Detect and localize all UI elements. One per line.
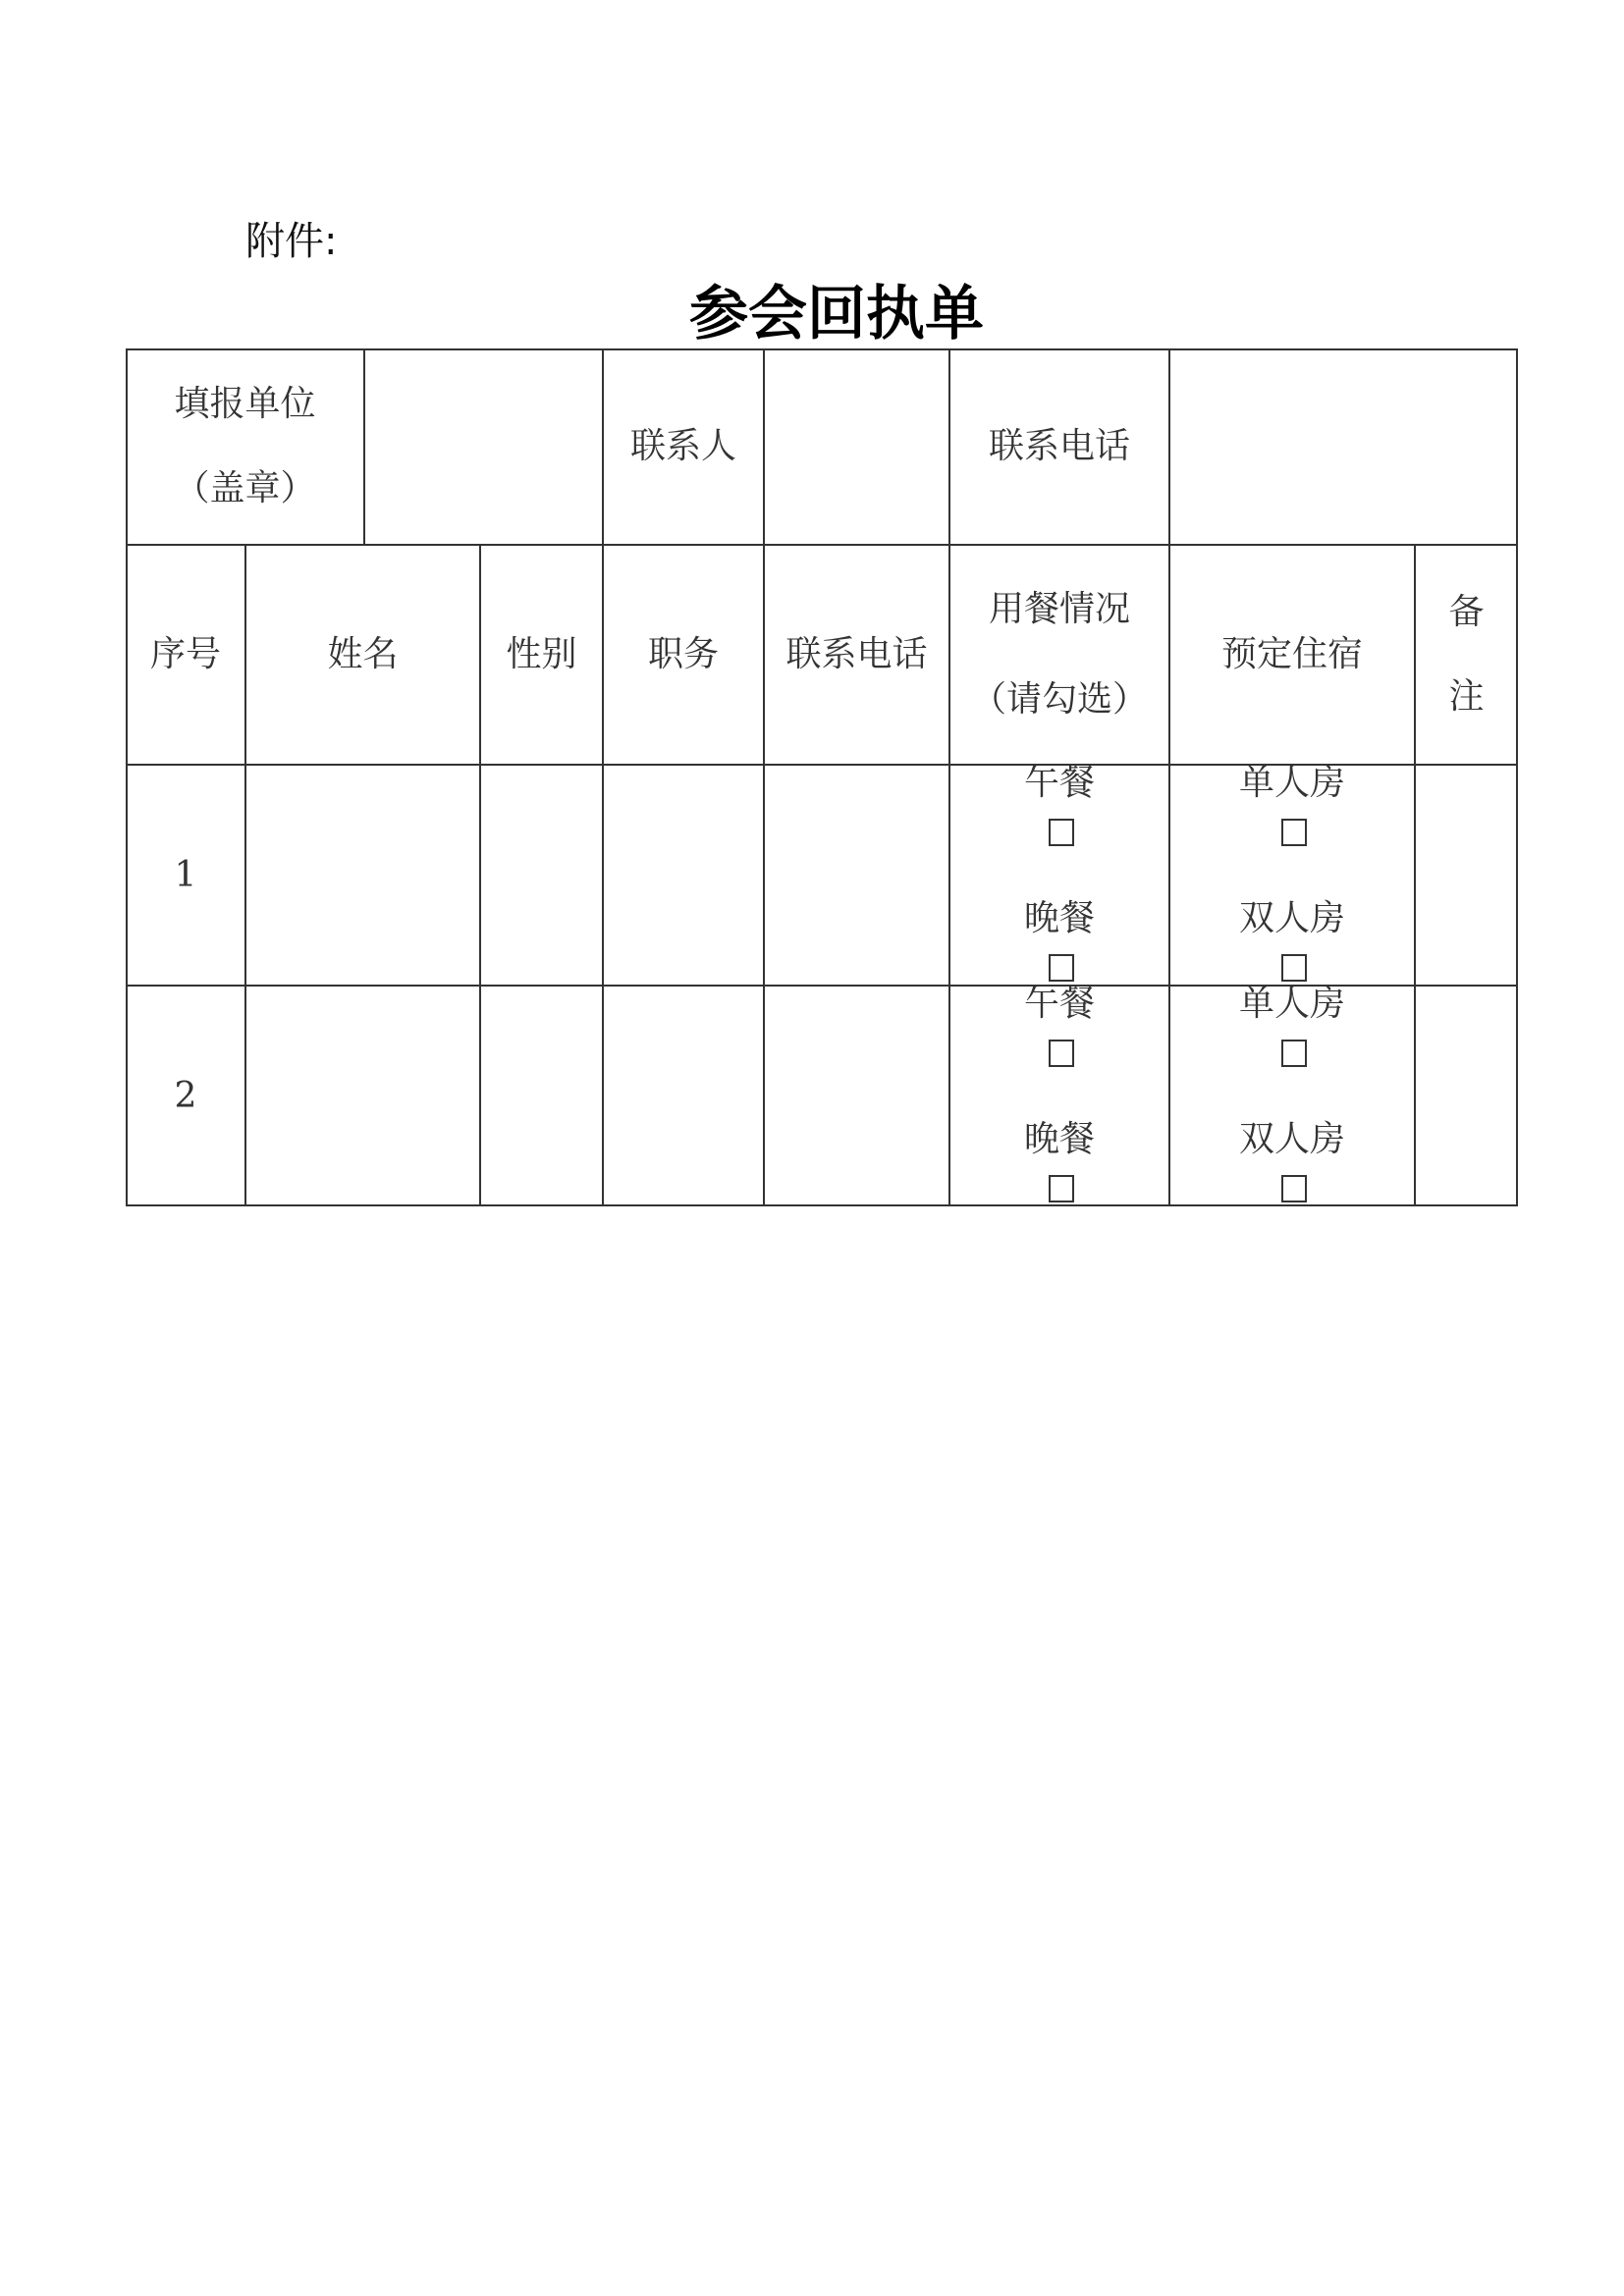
column-header-seq [126,545,245,765]
table-row-1-position[interactable] [603,765,764,986]
single-room-label: 单人房 [1238,762,1345,803]
contact-input-cell[interactable] [764,348,949,545]
double-room-option[interactable] [1239,894,1345,992]
table-row-2-position[interactable] [603,986,764,1206]
single-room-option[interactable] [1239,980,1345,1078]
table-row-1-meal [949,762,1169,986]
column-header-meal [949,545,1169,765]
table-row-1-phone[interactable] [764,765,949,986]
table-row-2-remarks[interactable] [1415,986,1518,1206]
dinner-option[interactable] [1024,1115,1095,1213]
checkbox-empty-icon[interactable] [1281,819,1307,846]
contact-label-cell [603,348,764,545]
dinner-option-label: 晚餐 [1023,1118,1095,1159]
phone-label-cell [949,348,1169,545]
table-row-1-seq [126,765,245,986]
checkbox-empty-icon[interactable] [1049,954,1074,982]
column-header-gender [480,545,603,765]
table-row-1-name[interactable] [245,765,480,986]
lunch-option-label: 午餐 [1023,762,1095,803]
column-header-gender-label: 性别 [506,634,577,674]
lunch-option-label: 午餐 [1023,983,1095,1024]
double-room-label: 双人房 [1238,897,1345,938]
stamp-label: （盖章） [174,468,316,508]
column-header-remarks-char1: 备 [1448,592,1485,632]
table-row-1-lodging [1169,762,1415,986]
single-room-option[interactable] [1239,759,1345,857]
unit-input-cell[interactable] [364,348,603,545]
lunch-option[interactable] [1024,980,1095,1078]
column-header-meal-hint: （请勾选） [970,679,1148,720]
column-header-seq-label: 序号 [149,634,221,674]
lunch-option[interactable] [1024,759,1095,857]
column-header-phone-label: 联系电话 [785,634,928,674]
table-row-2-lodging [1169,983,1415,1206]
table-row-1-gender[interactable] [480,765,603,986]
checkbox-empty-icon[interactable] [1049,819,1074,846]
document-title: 参会回执单 [689,280,984,348]
column-header-lodging [1169,545,1415,765]
checkbox-empty-icon[interactable] [1049,1175,1074,1202]
column-header-remarks [1415,545,1518,765]
column-header-position-label: 职务 [647,634,719,674]
row-seq-number: 1 [174,854,197,895]
table-row-2-seq [126,986,245,1206]
column-header-name-label: 姓名 [327,634,399,674]
double-room-label: 双人房 [1238,1118,1345,1159]
unit-label-cell [126,348,364,545]
contact-label: 联系人 [629,426,736,466]
phone-label: 联系电话 [988,426,1130,466]
row-seq-number: 2 [174,1075,197,1116]
column-header-lodging-label: 预定住宿 [1220,634,1363,674]
dinner-option[interactable] [1024,894,1095,992]
checkbox-empty-icon[interactable] [1281,1175,1307,1202]
column-header-name [245,545,480,765]
dinner-option-label: 晚餐 [1023,897,1095,938]
phone-input-cell[interactable] [1169,348,1518,545]
table-row-2-meal [949,983,1169,1206]
column-header-position [603,545,764,765]
double-room-option[interactable] [1239,1115,1345,1213]
checkbox-empty-icon[interactable] [1281,954,1307,982]
checkbox-empty-icon[interactable] [1281,1040,1307,1067]
table-row-2-phone[interactable] [764,986,949,1206]
checkbox-empty-icon[interactable] [1049,1040,1074,1067]
table-row-2-name[interactable] [245,986,480,1206]
registration-form-table [126,348,1518,1206]
column-header-remarks-char2: 注 [1448,676,1485,717]
attachment-label: 附件: [245,219,338,264]
unit-label: 填报单位 [174,384,316,424]
single-room-label: 单人房 [1238,983,1345,1024]
table-row-1-remarks[interactable] [1415,765,1518,986]
table-row-2-gender[interactable] [480,986,603,1206]
column-header-meal-label: 用餐情况 [988,589,1130,629]
column-header-phone [764,545,949,765]
